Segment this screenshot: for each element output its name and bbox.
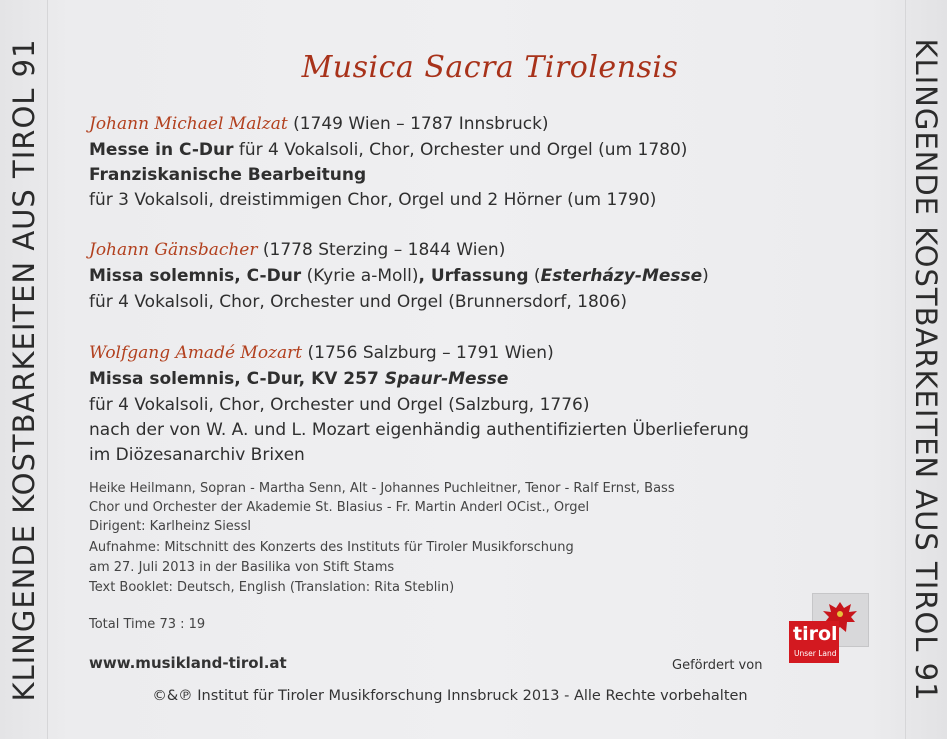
- total-time: Total Time 73 : 19: [89, 617, 206, 632]
- sponsor-label: Gefördert von: [672, 658, 763, 673]
- work-3-header: [89, 343, 554, 363]
- composer-dates: (1756 Salzburg – 1791 Wien): [302, 343, 554, 363]
- credit-line: Dirigent: Karlheinz Siessl: [89, 519, 251, 534]
- album-title: Musica Sacra Tirolensis: [301, 50, 679, 85]
- tirol-logo: [789, 593, 867, 673]
- composer-name: Johann Gänsbacher: [89, 240, 258, 260]
- credit-line: Heike Heilmann, Sopran - Martha Senn, Alt - Johannes Puchleitner, Tenor - Ralf Ernst, Bass: [89, 481, 675, 496]
- work-2-header: [89, 240, 505, 260]
- work-3-line-3: nach der von W. A. und L. Mozart eigenhändig authentifizierten Überlieferung: [89, 420, 749, 440]
- work-1-line-3: für 3 Vokalsoli, dreistimmigen Chor, Orgel und 2 Hörner (um 1790): [89, 190, 657, 210]
- spine-crease-left: [47, 0, 48, 739]
- work-1-header: [89, 114, 549, 134]
- composer-name: Wolfgang Amadé Mozart: [89, 343, 303, 363]
- work-title: Missa solemnis, C-Dur, KV 257: [89, 369, 385, 389]
- work-3-line-1: [89, 369, 508, 389]
- work-nickname: Spaur-Messe: [384, 369, 509, 389]
- work-nickname: Esterházy-Messe: [540, 266, 703, 286]
- work-2-line-2: für 4 Vokalsoli, Chor, Orchester und Orgel (Brunnersdorf, 1806): [89, 292, 628, 312]
- work-scoring: für 4 Vokalsoli, Chor, Orchester und Orgel (um 1780): [233, 140, 688, 160]
- credit-line: am 27. Juli 2013 in der Basilika von Stift Stams: [89, 560, 395, 575]
- composer-dates: (1778 Sterzing – 1844 Wien): [257, 240, 506, 260]
- work-2-line-1: [89, 266, 709, 286]
- spine-right-text: KLINGENDE KOSTBARKEITEN AUS TIROL 91: [909, 37, 943, 702]
- spine-right: [906, 0, 946, 739]
- credit-line: Aufnahme: Mitschnitt des Konzerts des Instituts für Tiroler Musikforschung: [89, 540, 574, 555]
- work-title: Missa solemnis, C-Dur: [89, 266, 302, 286]
- composer-name: Johann Michael Malzat: [89, 114, 288, 134]
- paren-open: (: [528, 266, 541, 286]
- credit-line: Chor und Orchester der Akademie St. Blasius - Fr. Martin Anderl OCist., Orgel: [89, 500, 590, 515]
- work-3-line-4: im Diözesanarchiv Brixen: [89, 445, 305, 465]
- work-title: Messe in C-Dur: [89, 140, 234, 160]
- composer-dates: (1749 Wien – 1787 Innsbruck): [287, 114, 549, 134]
- credit-line: Text Booklet: Deutsch, English (Translation: Rita Steblin): [89, 580, 455, 595]
- logo-tagline: Unser Land: [794, 649, 837, 658]
- paren-close: ): [702, 266, 709, 286]
- spine-left-text: KLINGENDE KOSTBARKEITEN AUS TIROL 91: [7, 37, 41, 702]
- work-1-line-2: Franziskanische Bearbeitung: [89, 165, 367, 185]
- tirol-logo-mark: [789, 621, 839, 663]
- work-key-note: (Kyrie a-Moll): [301, 266, 419, 286]
- copyright-line: ©&℗ Institut für Tiroler Musikforschung Innsbruck 2013 - Alle Rechte vorbehalten: [152, 688, 748, 704]
- logo-word: tirol: [793, 623, 838, 645]
- work-1-line-1: [89, 140, 687, 160]
- work-version: , Urfassung: [418, 266, 529, 286]
- spine-left: [4, 0, 44, 739]
- website-url: www.musikland-tirol.at: [89, 654, 287, 672]
- work-3-line-2: für 4 Vokalsoli, Chor, Orchester und Orgel (Salzburg, 1776): [89, 395, 590, 415]
